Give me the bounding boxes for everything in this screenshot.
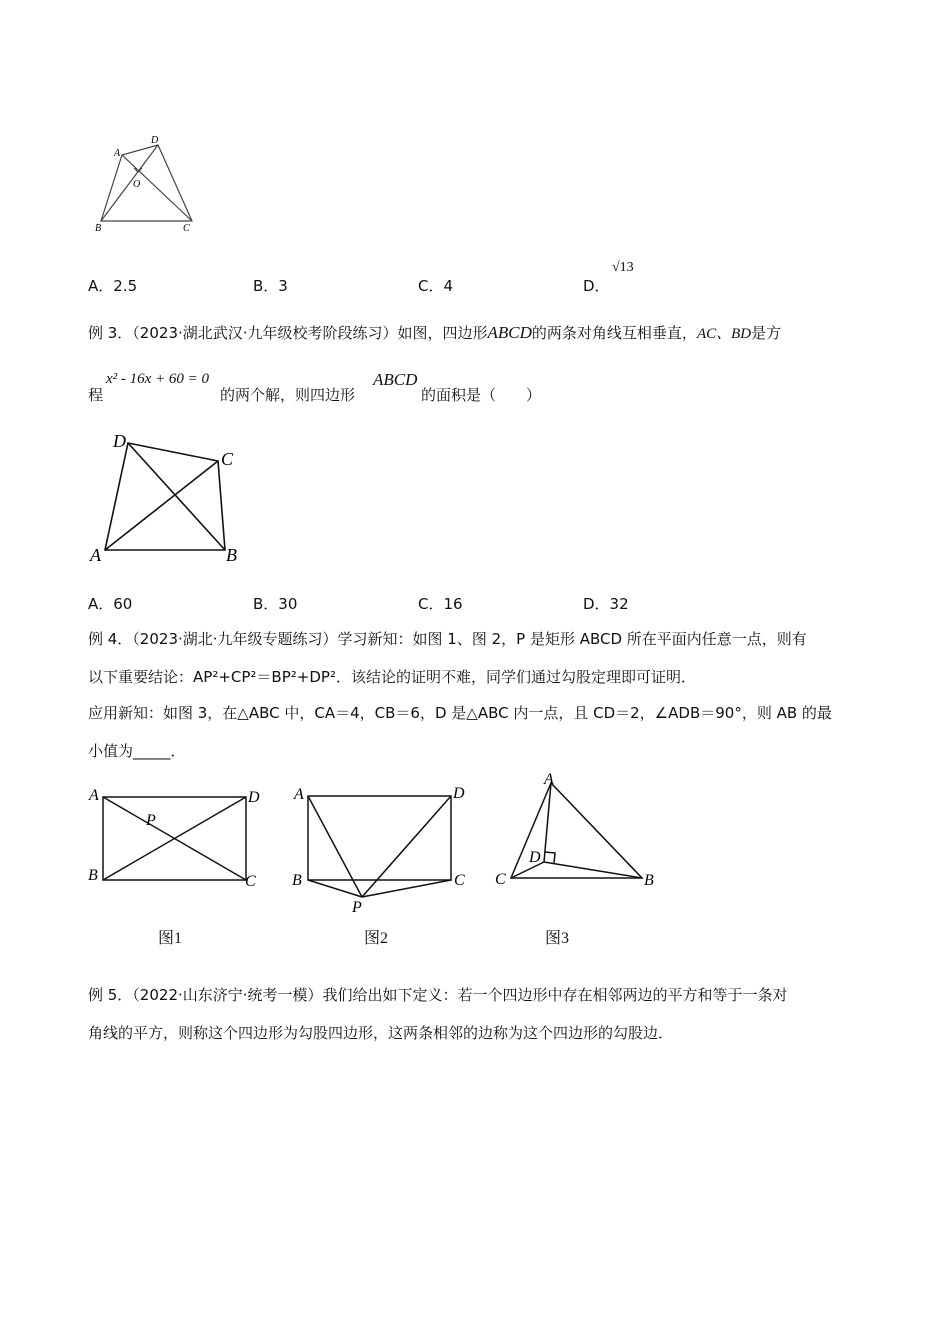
q3-mid: 的两条对角线互相垂直， [531,324,697,342]
fig3-label-b: B [644,872,654,889]
q3-option-c[interactable]: C．16 [418,595,463,613]
label-b: B [95,223,102,234]
fig1-label-p: P [146,812,156,829]
q3-line2-end: 的面积是（ ） [421,386,542,404]
q3-option-d[interactable]: D．32 [583,595,629,613]
label-a: A [114,148,121,159]
q3-diagonals: AC、BD [696,326,752,342]
q4-line2 [88,667,696,687]
figure-quadrilateral-top [88,128,208,238]
q3-abcd2: ABCD [373,370,418,389]
q3-option-a[interactable]: A．60 [88,595,133,613]
q3-line1 [88,323,781,344]
q3-label-b: B [226,545,237,565]
fig3-right-angle [545,852,555,863]
fig3-label-a: A [544,771,554,788]
q3-abcd: ABCD [487,323,532,342]
fig2-caption: 图2 [364,930,389,947]
q4-line1: 例 4．（2023·湖北·九年级专题练习）学习新知：如图 1、图 2，P 是矩形 ABCD 所在平面内任意一点，则有 [88,630,807,648]
figure-3 [490,765,665,895]
q3-option-b[interactable]: B．30 [253,595,298,613]
q4-formula: AP²+CP²＝BP²+DP² [193,668,336,686]
q5-line1: 例 5．（2022·山东济宁·统考一模）我们给出如下定义：若一个四边形中存在相邻两边的平方和等于一条对 [88,986,788,1004]
fig3-label-d: D [529,849,541,866]
fig1-label-a: A [89,787,99,804]
q4-line2-prefix: 以下重要结论： [88,668,194,686]
figure-q3 [85,425,255,570]
fig1-label-b: B [88,867,98,884]
q3-intro: 例 3．（2023·湖北武汉·九年级校考阶段练习）如图，四边形 [88,324,488,342]
fig2-label-d: D [453,785,465,802]
fig3-caption: 图3 [545,930,570,947]
q4-line3: 应用新知：如图 3，在△ABC 中，CA＝4，CB＝6，D 是△ABC 内一点，且 CD＝2，∠ADB＝90°，则 AB 的最 [88,704,832,722]
q3-line2-mid: 的两个解，则四边形 [220,386,356,404]
q3-label-a: A [90,545,101,565]
option-a[interactable]: A．2.5 [88,277,138,295]
q3-end: 是方 [751,324,782,342]
option-d[interactable] [583,276,610,296]
q3-quad-outline [105,443,225,550]
option-b[interactable]: B．3 [253,277,288,295]
diagonal-bd [101,145,158,221]
fig3-line-ad [544,783,551,862]
figure-1 [85,780,270,895]
option-c[interactable]: C．4 [418,277,454,295]
fig2-label-c: C [454,872,465,889]
q4-line2-suffix: ．该结论的证明不难，同学们通过勾股定理即可证明． [335,668,696,686]
label-d: D [151,135,159,146]
label-o: O [133,179,141,190]
option-d-prefix: D． [583,277,610,295]
fig1-caption: 图1 [158,930,183,947]
q3-line2-prefix: 程 [88,386,104,404]
q3-label-c: C [221,449,234,469]
fig2-label-b: B [292,872,302,889]
fig2-label-a: A [294,786,304,803]
option-d-sqrt: √13 [612,260,634,275]
fig1-label-d: D [248,789,260,806]
fig2-rectangle [308,796,451,880]
fig1-label-c: C [245,873,256,890]
fig2-label-p: P [352,899,362,915]
fig3-line-db [544,862,642,878]
q4-line4: 小值为_____． [88,742,186,760]
fig3-label-c: C [495,871,506,888]
figure-2 [288,780,478,915]
q3-equation: x² - 16x + 60 = 0 [106,371,210,387]
label-c: C [183,223,190,234]
q5-line2: 角线的平方，则称这个四边形为勾股四边形，这两条相邻的边称为这个四边形的勾股边． [88,1024,674,1042]
q3-label-d: D [113,431,126,451]
